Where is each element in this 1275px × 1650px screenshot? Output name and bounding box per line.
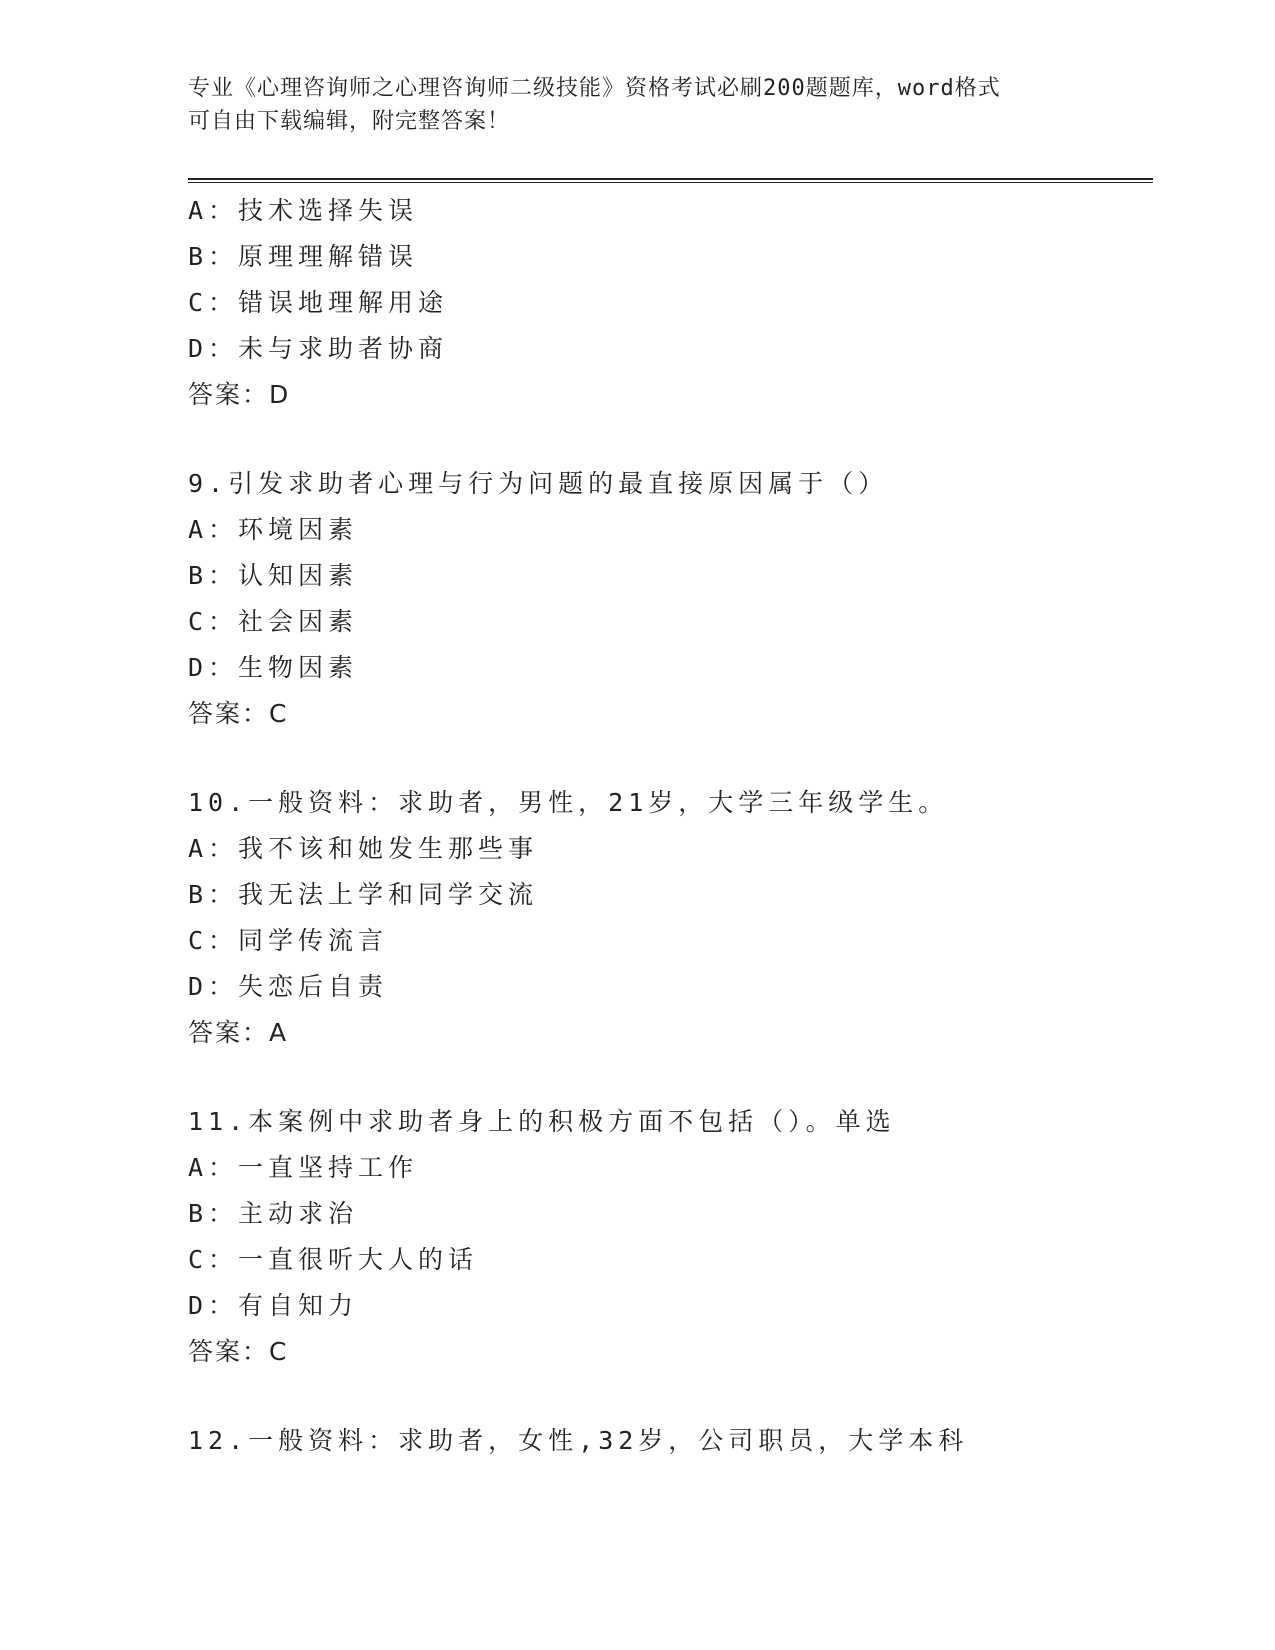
answer: 答案：A: [188, 1018, 289, 1047]
header-line-2: 可自由下载编辑，附完整答案！: [188, 109, 511, 134]
option-c: C：同学传流言: [188, 926, 389, 955]
option-d: D：有自知力: [188, 1291, 359, 1320]
option-b: B：主动求治: [188, 1199, 359, 1228]
question-stem: 11.本案例中求助者身上的积极方面不包括（）。单选: [188, 1107, 896, 1136]
option-b: B：原理理解错误: [188, 242, 419, 271]
header-line-1: 专业《心理咨询师之心理咨询师二级技能》资格考试必刷200题题库，word格式: [188, 76, 1001, 101]
option-a: A：技术选择失误: [188, 196, 419, 225]
option-a: A：一直坚持工作: [188, 1153, 419, 1182]
question-list: [188, 188, 1153, 1464]
option-b: B：我无法上学和同学交流: [188, 880, 539, 909]
question-stem: 10.一般资料：求助者，男性，21岁，大学三年级学生。: [188, 788, 949, 817]
option-d: D：生物因素: [188, 653, 359, 682]
option-c: C：错误地理解用途: [188, 288, 449, 317]
answer: 答案：D: [188, 380, 291, 409]
question-9: [188, 461, 1153, 737]
question-10: [188, 780, 1153, 1056]
question-stem: 9.引发求助者心理与行为问题的最直接原因属于（）: [188, 469, 889, 498]
question-stem: 12.一般资料：求助者，女性,32岁，公司职员，大学本科: [188, 1426, 969, 1455]
question-11: [188, 1099, 1153, 1375]
option-b: B：认知因素: [188, 561, 359, 590]
partial-question: [188, 188, 1153, 418]
answer: 答案：C: [188, 1337, 289, 1366]
header-divider: [188, 178, 1153, 183]
option-d: D：失恋后自责: [188, 972, 389, 1001]
option-c: C：一直很听大人的话: [188, 1245, 479, 1274]
answer: 答案：C: [188, 699, 289, 728]
question-12: [188, 1418, 1153, 1464]
option-a: A：我不该和她发生那些事: [188, 834, 539, 863]
option-a: A：环境因素: [188, 515, 359, 544]
option-d: D：未与求助者协商: [188, 334, 449, 363]
document-header: [188, 72, 1088, 138]
option-c: C：社会因素: [188, 607, 359, 636]
